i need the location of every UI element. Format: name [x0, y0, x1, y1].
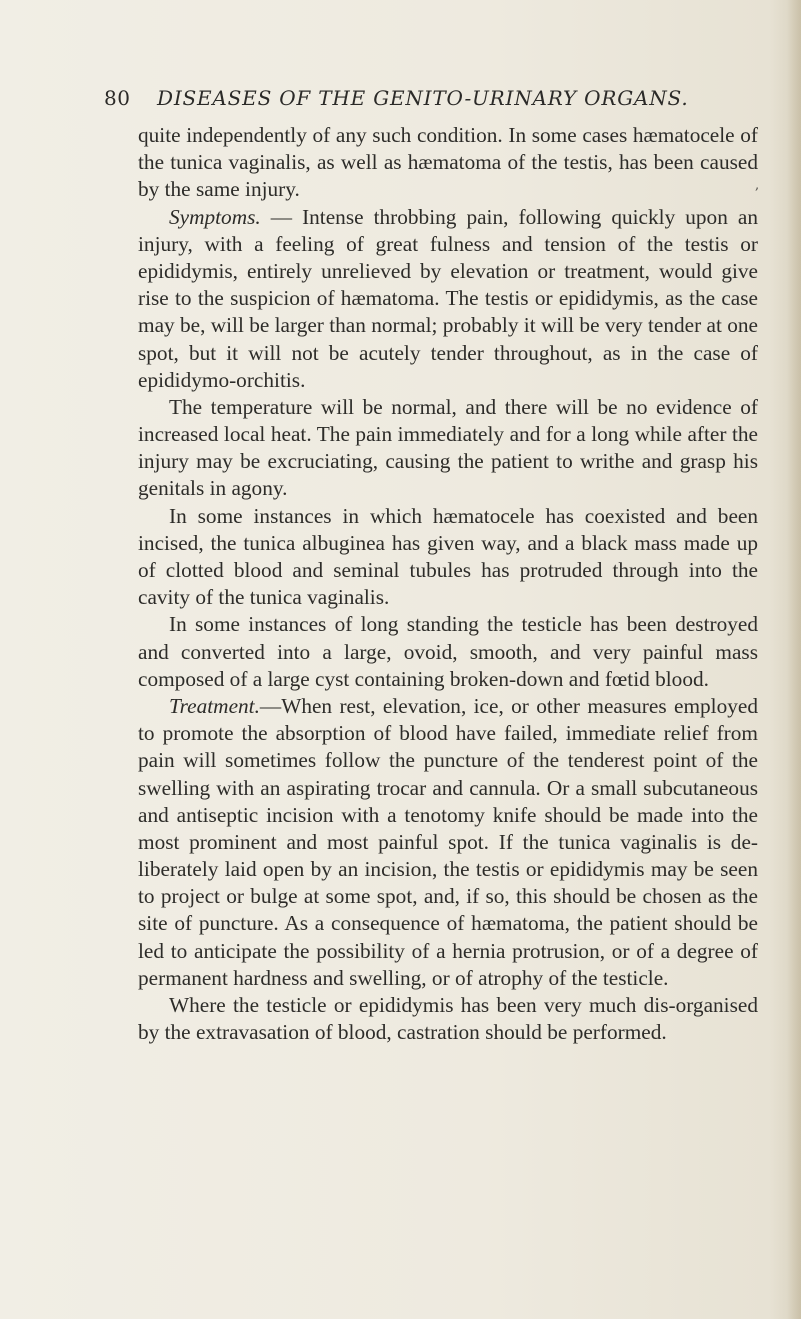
- section-heading-treatment: Treatment.: [169, 693, 260, 718]
- paragraph-incised: [138, 503, 758, 612]
- paragraph-text: The temperature will be normal, and there will be no evidence of increased local heat. The pain immediately and for a long while after the injury may be excruciating, causing the patient to writhe and grasp his genitals in agony.: [138, 394, 758, 501]
- paragraph-text: In some instances in which hæmatocele has coexisted and been incised, the tunica albuginea has given way, and a black mass made up of clotted blood and seminal tubules has protruded through into the cavity of the tunica vaginalis.: [138, 503, 758, 610]
- page-edge-shadow: [787, 0, 801, 1319]
- paragraph-text: —When rest, elevation, ice, or other measures employed to promote the absorption of blood have failed, immediate relief from pain will sometimes follow the puncture of the tenderest point of the swelling with an aspirating trocar and cannula. Or a small subcutaneous and antiseptic incision with a tenotomy knife should be made into the most prominent and most painful spot. If the tunica vaginalis is de-liberately laid open by an incision, the testis or epididymis may be seen to project or bulge at some spot, and, if so, this should be chosen as the site of puncture. As a consequence of hæmatoma, the patient should be led to anticipate the possibility of a hernia protrusion, or of a degree of permanent hardness and swelling, or of atrophy of the testicle.: [138, 693, 758, 990]
- margin-mark: ,: [755, 178, 760, 193]
- page-number: 80: [104, 86, 131, 110]
- paragraph-long-standing: [138, 611, 758, 693]
- paragraph-continuation: [138, 122, 758, 204]
- paragraph-text: Where the testicle or epididymis has been very much dis-organised by the extravasation of blood, castration should be performed.: [138, 993, 758, 1045]
- paragraph-text: In some instances of long standing the testicle has been destroyed and converted into a large, ovoid, smooth, and very painful mass composed of a large cyst containing broken-down and fœtid blood.: [138, 612, 758, 691]
- section-heading-symptoms: Symptoms.: [169, 204, 261, 229]
- body-text: [138, 122, 758, 1046]
- page-header: [104, 86, 704, 116]
- paragraph-treatment: [138, 693, 758, 992]
- paragraph-symptoms: [138, 204, 758, 394]
- paragraph-text: — Intense throbbing pain, following quickly upon an injury, with a feeling of great fulness and tension of the testis or epididymis, entirely unrelieved by elevation or treatment, would give rise to the suspicion of hæmatoma. The testis or epididymis, as the case may be, will be larger than normal; probably it will be very tender at one spot, but it will not be acutely tender throughout, as in the case of epididymo-orchitis.: [138, 204, 758, 392]
- paragraph-castration: [138, 992, 758, 1046]
- paragraph-text: quite independently of any such condition. In some cases hæmatocele of the tunica vaginalis, as well as hæmatoma of the testis, has been caused by the same injury.: [138, 123, 758, 202]
- paragraph-temperature: [138, 394, 758, 503]
- running-title: DISEASES OF THE GENITO-URINARY ORGANS.: [157, 86, 689, 110]
